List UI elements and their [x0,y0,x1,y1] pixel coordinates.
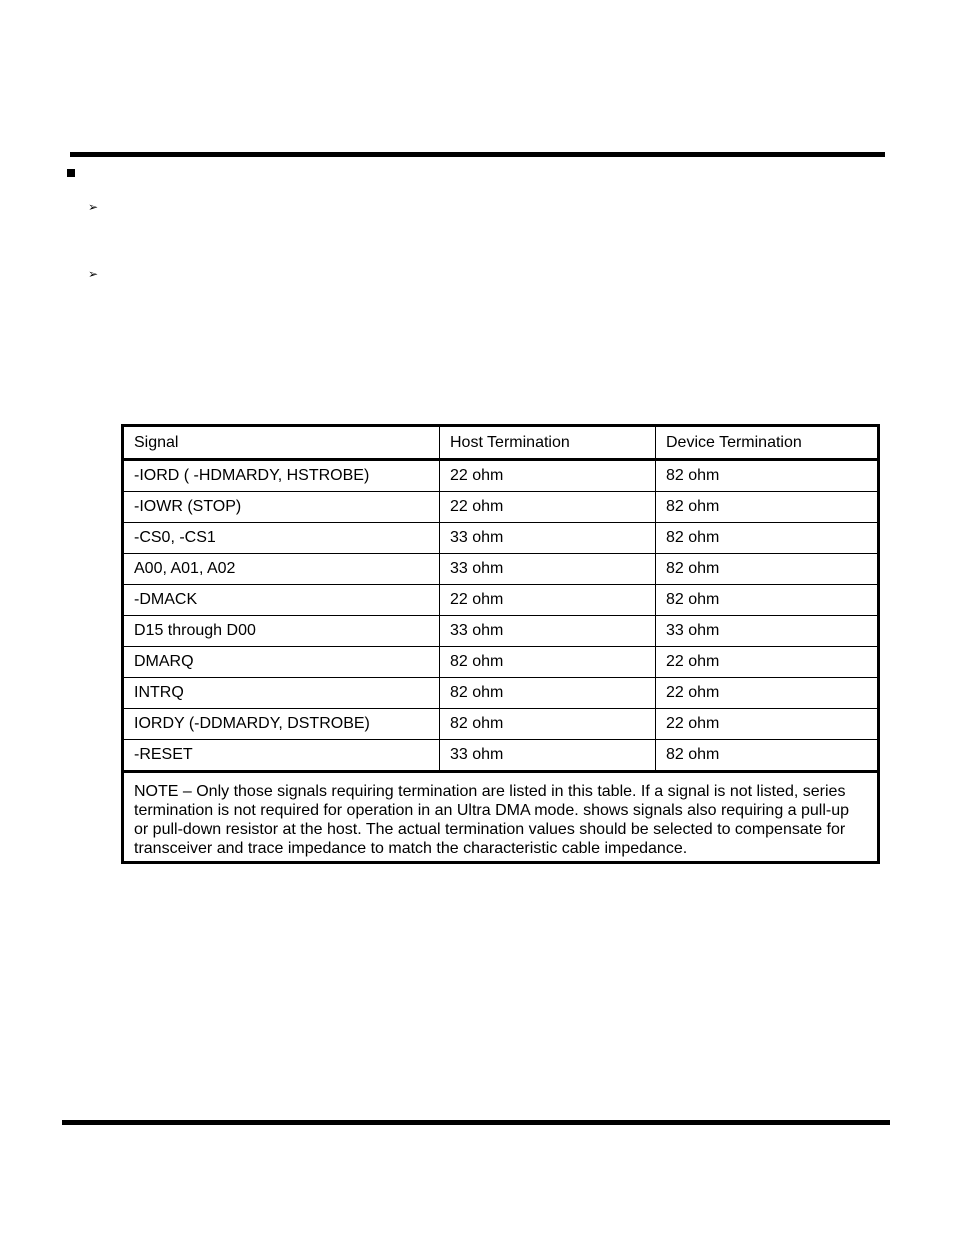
table-row [123,678,879,709]
device-termination-cell: 22 ohm [656,647,879,678]
host-termination-cell: 82 ohm [440,647,656,678]
signal-cell: -CS0, -CS1 [123,523,440,554]
device-termination-cell: 33 ohm [656,616,879,647]
signal-cell: D15 through D00 [123,616,440,647]
device-termination-cell: 22 ohm [656,709,879,740]
host-termination-cell: 33 ohm [440,740,656,772]
table-row [123,492,879,523]
top-rule [70,152,885,157]
signal-cell: -IORD ( -HDMARDY, HSTROBE) [123,460,440,492]
host-termination-cell: 22 ohm [440,492,656,523]
host-termination-cell: 33 ohm [440,554,656,585]
device-termination-cell: 82 ohm [656,523,879,554]
table-row [123,647,879,678]
arrow-bullet-icon: ➢ [88,267,99,281]
host-termination-cell: 33 ohm [440,523,656,554]
table-note: NOTE – Only those signals requiring termination are listed in this table. If a signal is not listed, series termination is not required for operation in an Ultra DMA mode. shows signals also requiring a pull-up or pull-down resistor at the host. The actual termination values should be selected to compensate for transceiver and trace impedance to match the characteristic cable impedance. [123,772,879,863]
table-note-row [123,772,879,863]
table-row [123,585,879,616]
table-header-row [123,426,879,460]
device-termination-cell: 82 ohm [656,492,879,523]
square-bullet-icon [67,169,75,177]
host-termination-cell: 33 ohm [440,616,656,647]
table-row [123,616,879,647]
host-termination-cell: 82 ohm [440,709,656,740]
signal-cell: -RESET [123,740,440,772]
header-signal: Signal [123,426,440,460]
signal-cell: IORDY (-DDMARDY, DSTROBE) [123,709,440,740]
table-row [123,460,879,492]
signal-cell: -IOWR (STOP) [123,492,440,523]
signal-cell: -DMACK [123,585,440,616]
header-host-termination: Host Termination [440,426,656,460]
bottom-rule [62,1120,890,1125]
table-row [123,709,879,740]
device-termination-cell: 82 ohm [656,460,879,492]
signal-cell: A00, A01, A02 [123,554,440,585]
table-row [123,740,879,772]
signal-cell: DMARQ [123,647,440,678]
signal-cell: INTRQ [123,678,440,709]
device-termination-cell: 82 ohm [656,740,879,772]
device-termination-cell: 82 ohm [656,554,879,585]
device-termination-cell: 22 ohm [656,678,879,709]
host-termination-cell: 22 ohm [440,460,656,492]
termination-table [121,424,880,864]
header-device-termination: Device Termination [656,426,879,460]
table-row [123,554,879,585]
host-termination-cell: 82 ohm [440,678,656,709]
table-row [123,523,879,554]
device-termination-cell: 82 ohm [656,585,879,616]
host-termination-cell: 22 ohm [440,585,656,616]
arrow-bullet-icon: ➢ [88,200,99,214]
